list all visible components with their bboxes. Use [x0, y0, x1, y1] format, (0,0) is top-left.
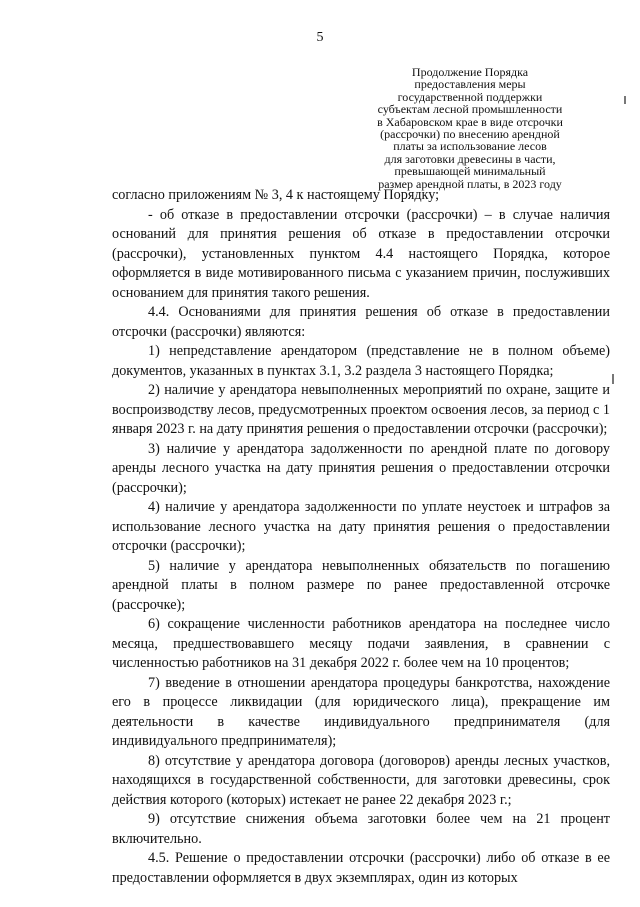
- header-note-line: в Хабаровском крае в виде отсрочки: [377, 114, 563, 129]
- header-note-line: превышающей минимальный: [394, 164, 546, 179]
- body-paragraph: 6) сокращение численности работников арендатора на последнее число месяца, предшествовавшего месяцу подачи заявления, в сравнении с численностью работников на 31 декабря 2022 г. более чем на 10 процентов;: [112, 616, 610, 671]
- scan-artifact-mark: [624, 96, 626, 104]
- body-paragraph: 1) непредставление арендатором (представление не в полном объеме) документов, указанных в пунктах 3.1, 3.2 раздела 3 настоящего Порядка;: [112, 343, 610, 379]
- body-paragraph: 3) наличие у арендатора задолженности по арендной плате по договору аренды лесного участка на дату принятия решения о предоставлении отсрочки (рассрочки);: [112, 440, 610, 496]
- page-number: 5: [316, 30, 324, 45]
- body-paragraph: 9) отсутствие снижения объема заготовки более чем на 21 процент включительно.: [112, 811, 610, 847]
- header-note-line: предоставления меры: [414, 77, 526, 92]
- header-note-line: субъектам лесной промышленности: [377, 102, 563, 117]
- header-note-line: для заготовки древесины в части,: [384, 151, 556, 166]
- scan-artifact-mark: [612, 374, 614, 384]
- body-paragraph: 4) наличие у арендатора задолженности по уплате неустоек и штрафов за использование лесного участка на дату принятия решения о предоставлении отсрочки (рассрочки);: [112, 499, 610, 554]
- body-paragraph: 8) отсутствие у арендатора договора (договоров) аренды лесных участков, находящихся в государственной собственности, для заготовки древесины, срок действия которого (которых) истекает не ранее 22 декабря 2023 г.;: [112, 752, 610, 808]
- body-paragraph: 4.4. Основаниями для принятия решения об отказе в предоставлении отсрочки (рассрочки) являются:: [112, 304, 610, 340]
- body-paragraph: 2) наличие у арендатора невыполненных мероприятий по охране, защите и воспроизводству лесов, предусмотренных проектом освоения лесов, за период с 1 января 2023 г. на дату принятия решения о предоставлении отсрочки (рассрочки);: [112, 382, 610, 437]
- body-paragraph: 5) наличие у арендатора невыполненных обязательств по погашению арендной платы в полном размере по ранее предоставленной отсрочке (рассрочке);: [112, 557, 610, 613]
- header-note-line: (рассрочки) по внесению арендной: [380, 127, 560, 142]
- document-body: [112, 186, 610, 888]
- header-note: [330, 66, 610, 190]
- body-paragraph: 7) введение в отношении арендатора процедуры банкротства, нахождение его в процессе ликвидации (для юридического лица), прекращение им деятельности в качестве индивидуального предпринимателя (для индивидуального предпринимателя);: [112, 674, 610, 749]
- body-paragraph: согласно приложениям № 3, 4 к настоящему Порядку;: [112, 187, 440, 203]
- header-note-line: размер арендной платы, в 2023 году: [378, 176, 562, 191]
- header-note-line: Продолжение Порядка: [411, 65, 529, 79]
- header-note-line: государственной поддержки: [397, 89, 543, 104]
- body-paragraph: 4.5. Решение о предоставлении отсрочки (рассрочки) либо об отказе в ее предоставлении оформляется в двух экземплярах, один из которых: [112, 850, 610, 886]
- body-paragraph: - об отказе в предоставлении отсрочки (рассрочки) – в случае наличия оснований для принятия решения об отказе в предоставлении отсрочки (рассрочки), установленных пунктом 4.4 настоящего Порядка, которое оформляется в виде мотивированного письма с указанием причин, послуживших основанием для принятия такого решения.: [112, 206, 610, 301]
- header-note-line: платы за использование лесов: [393, 139, 547, 154]
